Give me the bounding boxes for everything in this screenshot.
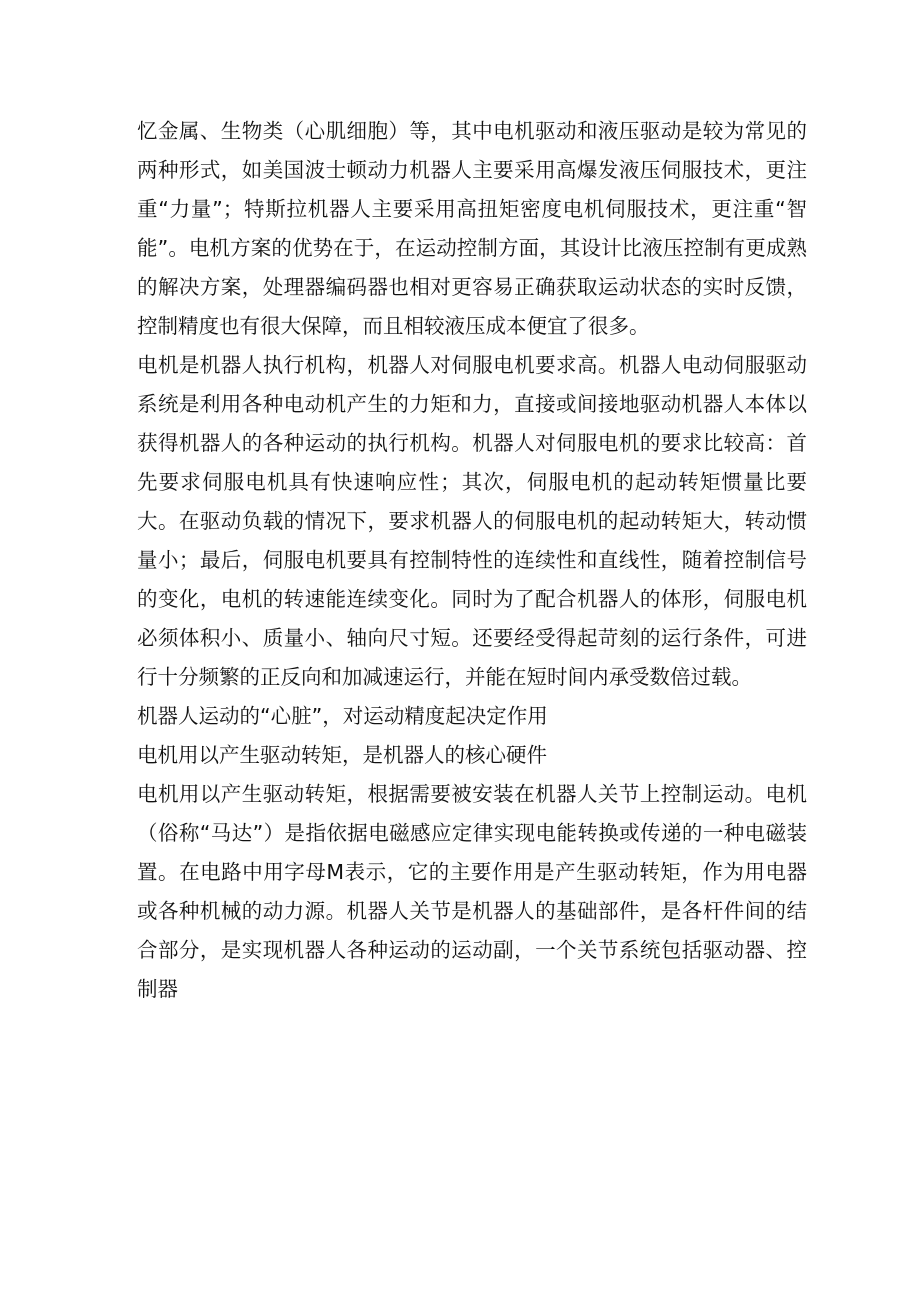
paragraph-servo-requirements: 电机是机器人执行机构，机器人对伺服电机要求高。机器人电动伺服驱动系统是利用各种电动机产生的力矩和力，直接或间接地驱动机器人本体以获得机器人的各种运动的执行机构。机器人对伺服电机的要求比较高：首先要求伺服电机具有快速响应性；其次，伺服电机的起动转矩惯量比要大。在驱动负载的情况下，要求机器人的伺服电机的起动转矩大，转动惯量小；最后，伺服电机要具有控制特性的连续性和直线性，随着控制信号的变化，电机的转速能连续变化。同时为了配合机器人的体形，伺服电机必须体积小、质量小、轴向尺寸短。还要经受得起苛刻的运行条件，可进行十分频繁的正反向和加减速运行，并能在短时间内承受数倍过载。: [137, 353, 807, 689]
paragraph-drive-comparison: 忆金属、生物类（心肌细胞）等，其中电机驱动和液压驱动是较为常见的两种形式，如美国波士顿动力机器人主要采用高爆发液压伺服技术，更注重“力量”；特斯拉机器人主要采用高扭矩密度电机伺服技术，更注重“智能”。电机方案的优势在于，在运动控制方面，其设计比液压控制有更成熟的解决方案，处理器编码器也相对更容易正确获取运动状态的实时反馈，控制精度也有很大保障，而且相较液压成本便宜了很多。: [137, 119, 807, 338]
heading-motor-heart: 机器人运动的“心脏”，对运动精度起决定作用: [137, 704, 548, 728]
paragraph-motor-definition: 电机用以产生驱动转矩，根据需要被安装在机器人关节上控制运动。电机（俗称“马达”）是指依据电磁感应定律实现电能转换或传递的一种电磁装置。在电路中用字母M表示，它的主要作用是产生驱动转矩，作为用电器或各种机械的动力源。机器人关节是机器人的基础部件，是各杆件间的结合部分，是实现机器人各种运动的运动副，一个关节系统包括驱动器、控制器: [137, 782, 807, 1001]
document-body: [137, 112, 807, 1009]
heading-motor-core-hardware: 电机用以产生驱动转矩，是机器人的核心硬件: [137, 743, 547, 767]
